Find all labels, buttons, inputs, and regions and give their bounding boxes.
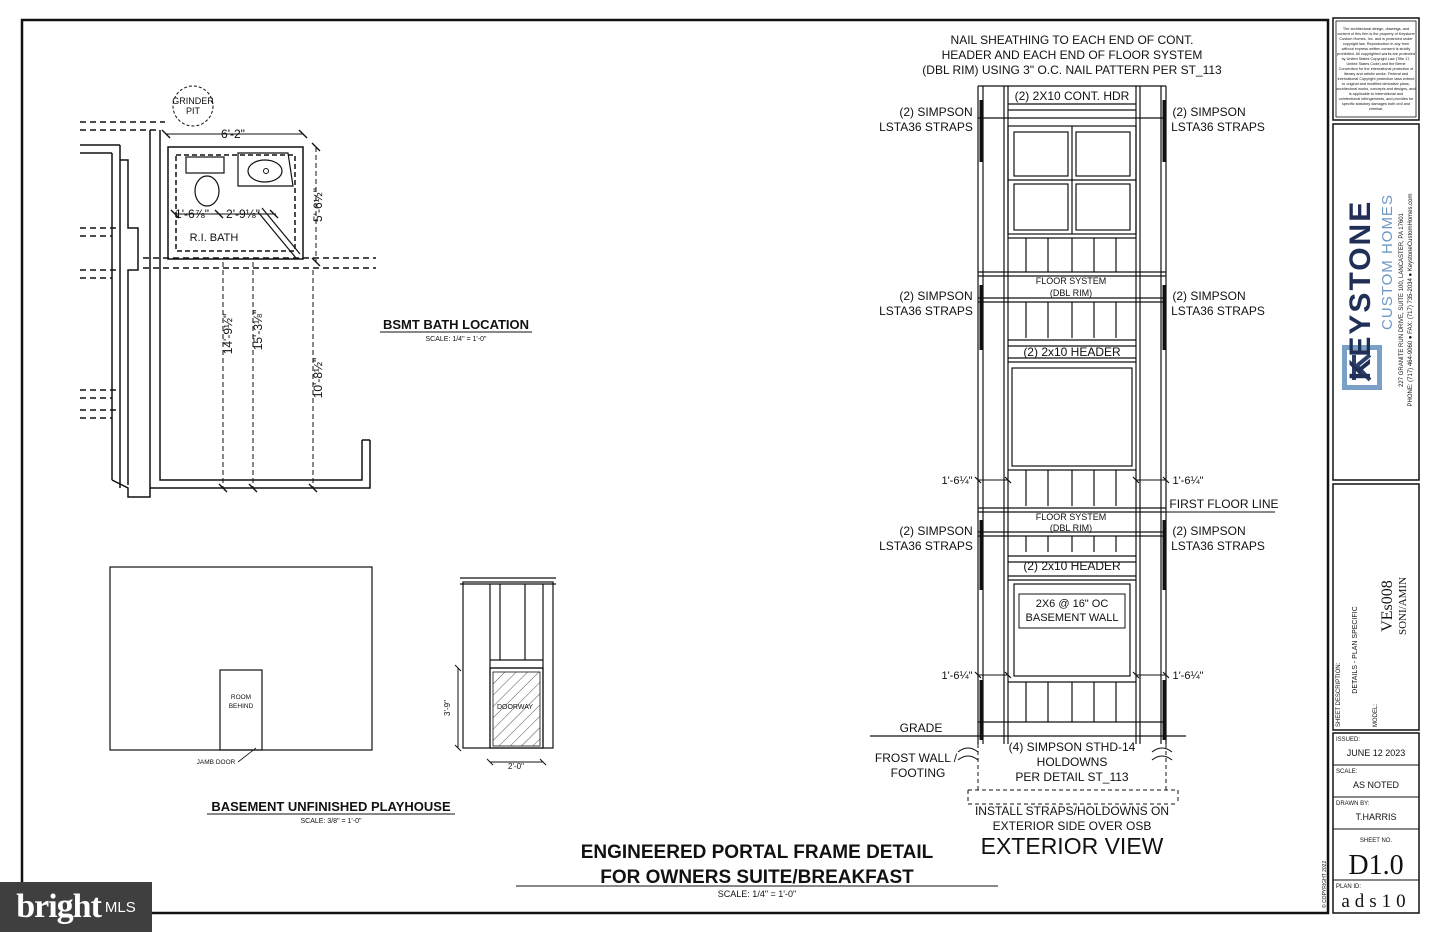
- bath-dim-b: 2'-9⅛": [226, 207, 260, 221]
- install-note-1: INSTALL STRAPS/HOLDOWNS ON: [974, 804, 1170, 818]
- svg-text:United States Code) and the Be: United States Code) and the Berne: [1346, 62, 1406, 66]
- svg-text:without express written consen: without express written consent is strictly: [1341, 47, 1411, 51]
- holdowns-3: PER DETAIL ST_113: [1015, 770, 1129, 784]
- dim-left-lower: 1'-6¼": [941, 670, 973, 682]
- company-phone: PHONE: (717) 464-9060 ● FAX: (717) 735-2034 ● KeystoneCustomHomes.com: [1408, 193, 1414, 407]
- model-label: MODEL:: [1373, 703, 1379, 727]
- sheet-description: DETAILS - PLAN SPECIFIC: [1352, 606, 1359, 694]
- svg-text:The architectural design, draw: The architectural design, drawings, and: [1342, 27, 1410, 31]
- doorway-label: DOORWAY: [496, 704, 534, 711]
- bath-scale: SCALE: 1/4" = 1'-0": [425, 336, 487, 343]
- company-name: KEYSTONE: [1344, 199, 1377, 381]
- svg-text:criminal.: criminal.: [1368, 107, 1384, 111]
- company-address: 227 GRANITE RUN DRIVE, SUITE 100, LANCASTER, PA 17601: [1399, 213, 1405, 387]
- watermark-brand: bright: [16, 888, 101, 925]
- bath-title: BSMT BATH LOCATION: [382, 317, 530, 332]
- portal-title-1: ENGINEERED PORTAL FRAME DETAIL: [580, 842, 934, 863]
- install-note-2: EXTERIOR SIDE OVER OSB: [992, 819, 1152, 833]
- jamb-door-label: JAMB DOOR: [196, 759, 236, 766]
- svg-text:Custom Homes, Inc. and is prot: Custom Homes, Inc. and is protected under: [1339, 37, 1413, 41]
- portal-top-note-1: NAIL SHEATHING TO EACH END OF CONT.: [950, 33, 1194, 47]
- title-block: [1333, 18, 1419, 913]
- strap-left-3a: (2) SIMPSON: [899, 524, 973, 538]
- company-sub: CUSTOM HOMES: [1379, 194, 1396, 330]
- room-behind-label-2: BEHIND: [228, 703, 254, 710]
- strap-left-1b: LSTA36 STRAPS: [879, 120, 973, 134]
- strap-left-3b: LSTA36 STRAPS: [879, 539, 973, 553]
- scale-label: SCALE:: [1336, 769, 1358, 775]
- bright-mls-watermark: [0, 882, 152, 932]
- header-3-label: (2) 2x10 HEADER: [1023, 559, 1121, 573]
- portal-top-note-3: (DBL RIM) USING 3" O.C. NAIL PATTERN PER ST_113: [922, 63, 1222, 77]
- copyright-block: [1337, 27, 1416, 111]
- svg-text:unintentional infringements, a: unintentional infringements, and provides for: [1338, 97, 1414, 101]
- svg-text:content of this firm is the pr: content of this firm is the property of Keystone: [1337, 32, 1415, 36]
- strap-right-1a: (2) SIMPSON: [1172, 105, 1246, 119]
- bath-dim-v1: 14'-9½": [221, 313, 235, 355]
- plan-id-label: PLAN ID:: [1336, 884, 1362, 890]
- strap-right-2b: LSTA36 STRAPS: [1171, 304, 1265, 318]
- floor-system-2a: FLOOR SYSTEM: [1035, 512, 1107, 522]
- room-behind-door: [220, 670, 262, 750]
- grade-label: GRADE: [899, 721, 943, 735]
- strap-left-2b: LSTA36 STRAPS: [879, 304, 973, 318]
- portal-scale: SCALE: 1/4" = 1'-0": [717, 889, 797, 899]
- model-sub-value: SONI/AMIN: [1397, 576, 1409, 636]
- model-value: VEs008: [1379, 580, 1396, 632]
- grinder-label-1: GRINDER: [172, 96, 214, 106]
- drawn-label: DRAWN BY:: [1336, 801, 1370, 807]
- strap-left-1a: (2) SIMPSON: [899, 105, 973, 119]
- exterior-view-label: EXTERIOR VIEW: [980, 833, 1164, 859]
- drawn-value: T.HARRIS: [1355, 812, 1397, 822]
- bath-plan: [80, 122, 376, 497]
- issued-label: ISSUED:: [1336, 737, 1361, 743]
- dim-right-lower: 1'-6¼": [1172, 670, 1204, 682]
- bath-dim-right: 5'-6½": [311, 188, 325, 222]
- basement-wall-1: 2X6 @ 16" OC: [1035, 598, 1109, 610]
- dim-right-upper: 1'-6¼": [1172, 475, 1204, 487]
- basement-wall-2: BASEMENT WALL: [1025, 612, 1119, 624]
- dim-left-upper: 1'-6¼": [941, 475, 973, 487]
- portal-frame: [870, 86, 1275, 804]
- copyright-year: © COPYRIGHT 2022: [1322, 860, 1328, 908]
- bath-dim-v3: 10'-8½": [311, 357, 325, 399]
- floor-system-1b: (DBL RIM): [1049, 288, 1093, 298]
- floor-system-2b: (DBL RIM): [1049, 523, 1093, 533]
- grinder-label-2: PIT: [185, 106, 201, 116]
- strap-left-2a: (2) SIMPSON: [899, 289, 973, 303]
- floor-system-1a: FLOOR SYSTEM: [1035, 276, 1107, 286]
- svg-text:to original and modified deriv: to original and modified derivative plans,: [1342, 82, 1410, 86]
- playhouse-title: BASEMENT UNFINISHED PLAYHOUSE: [211, 799, 451, 814]
- portal-top-note-2: HEADER AND EACH END OF FLOOR SYSTEM: [941, 48, 1203, 62]
- portal-title-2: FOR OWNERS SUITE/BREAKFAST: [600, 867, 914, 888]
- sheet-no-value: D1.0: [1348, 850, 1404, 881]
- svg-text:literary and artistic works. F: literary and artistic works. Federal and: [1343, 72, 1409, 76]
- holdowns-1: (4) SIMPSON STHD-14: [1008, 740, 1136, 754]
- first-floor-line-label: FIRST FLOOR LINE: [1169, 497, 1279, 511]
- strap-right-3a: (2) SIMPSON: [1172, 524, 1246, 538]
- frost-wall-1: FROST WALL /: [874, 751, 958, 765]
- svg-text:specific statutory damages bot: specific statutory damages both civil and: [1341, 102, 1411, 106]
- playhouse-scale: SCALE: 3/8" = 1'-0": [300, 818, 362, 825]
- sheet-description-label: SHEET DESCRIPTION:: [1336, 662, 1342, 727]
- svg-text:prohibited. All copyrighted wo: prohibited. All copyrighted works are protected: [1337, 52, 1415, 56]
- playhouse-width-dim: 2'-0": [508, 762, 524, 771]
- room-behind-label-1: ROOM: [230, 694, 252, 701]
- watermark-mls: MLS: [104, 898, 136, 916]
- plan-id-value: ads10: [1341, 891, 1411, 912]
- issued-value: JUNE 12 2023: [1346, 748, 1406, 758]
- svg-text:by United States Copyright Law: by United States Copyright Law (Title 17,: [1341, 57, 1411, 61]
- svg-text:Convention for the internation: Convention for the international protection of: [1338, 67, 1414, 71]
- scale-value: AS NOTED: [1352, 780, 1400, 790]
- playhouse-height-dim-line: [455, 665, 461, 751]
- header-2-label: (2) 2x10 HEADER: [1023, 345, 1121, 359]
- strap-right-2a: (2) SIMPSON: [1172, 289, 1246, 303]
- playhouse-plan: [110, 567, 372, 750]
- bath-dim-a: 1'-6⅞": [175, 207, 209, 221]
- svg-text:architectural works, concepts: architectural works, concepts and designs, and: [1336, 87, 1416, 91]
- strap-right-3b: LSTA36 STRAPS: [1171, 539, 1265, 553]
- frost-wall-2: FOOTING: [890, 766, 946, 780]
- holdowns-2: HOLDOWNS: [1036, 755, 1108, 769]
- playhouse-height-dim: 3'-9": [443, 700, 452, 716]
- bath-dim-v2: 15'-3⅛": [251, 309, 265, 351]
- bath-room-label: R.I. BATH: [189, 232, 239, 244]
- cont-hdr-label: (2) 2X10 CONT. HDR: [1014, 89, 1130, 103]
- bath-dim-top: 6'-2": [221, 127, 245, 141]
- svg-text:international Copyright protec: international Copyright protection laws extend: [1337, 77, 1415, 81]
- svg-text:copyright law. Reproduction in: copyright law. Reproduction in any form: [1342, 42, 1410, 46]
- svg-text:is applicable to international: is applicable to international and: [1348, 92, 1404, 96]
- strap-right-1b: LSTA36 STRAPS: [1171, 120, 1265, 134]
- sheet-no-label: SHEET NO.: [1359, 838, 1393, 844]
